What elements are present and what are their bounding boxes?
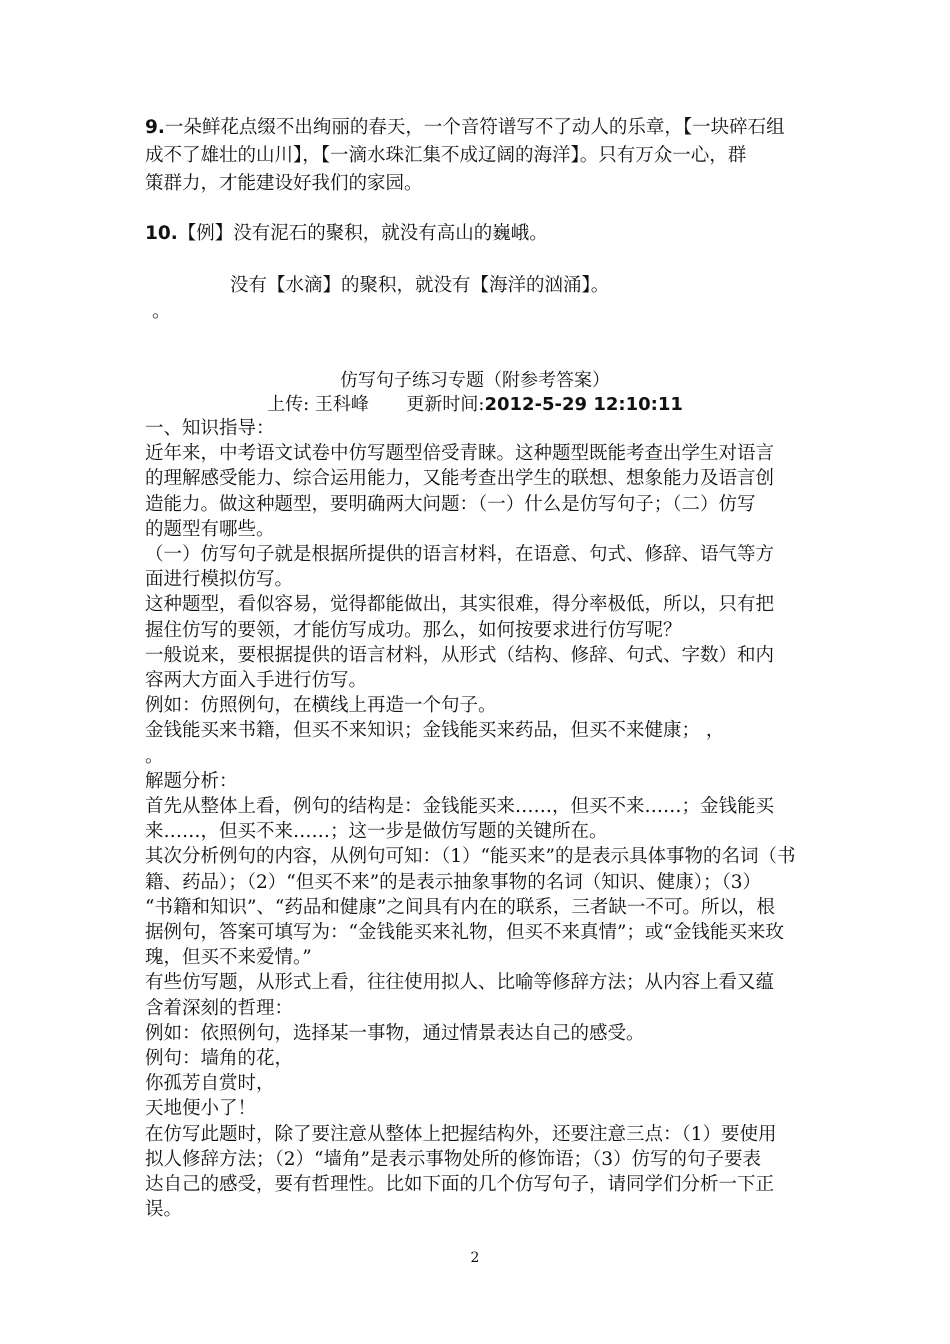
- body-line: 这种题型，看似容易，觉得都能做出，其实很难，得分率极低，所以，只有把: [145, 594, 775, 616]
- article-body: [145, 416, 815, 1223]
- body-line: 近年来，中考语文试卷中仿写题型倍受青睐。这种题型既能考查出学生对语言: [145, 443, 775, 465]
- body-line: 例句：墙角的花，: [145, 1048, 294, 1070]
- body-line: “书籍和知识”、“药品和健康”之间具有内在的联系，三者缺一不可。所以，根: [145, 896, 775, 918]
- question-9-line-2: 成不了雄壮的山川】，【一滴水珠汇集不成辽阔的海洋】。只有万众一心，群: [145, 145, 747, 166]
- body-line: 有些仿写题，从形式上看，往往使用拟人、比喻等修辞方法；从内容上看又蕴: [145, 972, 775, 994]
- question-10-dot: 。: [152, 301, 171, 322]
- body-line: 造能力。做这种题型，要明确两大问题：（一）什么是仿写句子；（二）仿写: [145, 493, 756, 515]
- body-line: 面进行模拟仿写。: [145, 569, 294, 591]
- body-line: 。: [145, 745, 164, 767]
- body-line: 达自己的感受，要有哲理性。比如下面的几个仿写句子，请同学们分析一下正: [145, 1174, 775, 1196]
- body-line: 在仿写此题时，除了要注意从整体上把握结构外，还要注意三点：（1）要使用: [145, 1123, 777, 1145]
- question-9-line-3: 策群力，才能建设好我们的家园。: [145, 173, 423, 194]
- question-9-line-1: 一朵鲜花点缀不出绚丽的春天，一个音符谱写不了动人的乐章，【一块碎石组: [164, 117, 785, 138]
- question-10-answer: 没有【水滴】的聚积，就没有【海洋的汹涌】。: [230, 275, 610, 296]
- body-line: 籍、药品）；（2）“但买不来”的是表示抽象事物的名词（知识、健康）；（3）: [145, 871, 761, 893]
- body-line: 的理解感受能力、综合运用能力，又能考查出学生的联想、想象能力及语言创: [145, 468, 775, 490]
- body-line: 来……，但买不来……；这一步是做仿写题的关键所在。: [145, 821, 608, 843]
- body-line: 你孤芳自赏时，: [145, 1073, 275, 1095]
- question-10-number: 10.: [145, 223, 178, 244]
- body-line: 容两大方面入手进行仿写。: [145, 670, 368, 692]
- update-label: 更新时间:: [406, 394, 485, 415]
- upload-label: 上传:: [267, 394, 310, 415]
- body-line: 拟人修辞方法；（2）“墙角”是表示事物处所的修饰语；（3）仿写的句子要表: [145, 1148, 761, 1170]
- question-10-example: 【例】没有泥石的聚积，就没有高山的巍峨。: [177, 223, 548, 244]
- body-line: 解题分析：: [145, 770, 238, 792]
- page-number: 2: [470, 1250, 480, 1266]
- body-line: 首先从整体上看，例句的结构是：金钱能买来……，但买不来……；金钱能买: [145, 796, 775, 818]
- uploader-name: 王科峰: [309, 394, 369, 415]
- body-line: 误。: [145, 1199, 183, 1221]
- article-meta: [0, 392, 950, 418]
- body-line: 天地便小了！: [145, 1098, 257, 1120]
- body-line: 例如：依照例句，选择某一事物，通过情景表达自己的感受。: [145, 1022, 645, 1044]
- question-10: [145, 220, 815, 248]
- body-line: 例如：仿照例句，在横线上再造一个句子。: [145, 695, 497, 717]
- body-line: 握住仿写的要领，才能仿写成功。那么，如何按要求进行仿写呢？: [145, 619, 682, 641]
- body-line: 金钱能买来书籍，但买不来知识；金钱能买来药品，但买不来健康； ，: [145, 720, 725, 742]
- body-line: 含着深刻的哲理：: [145, 997, 294, 1019]
- body-line: 一般说来，要根据提供的语言材料，从形式（结构、修辞、句式、字数）和内: [145, 644, 775, 666]
- body-line: 一、知识指导：: [145, 418, 275, 439]
- body-line: （一）仿写句子就是根据所提供的语言材料，在语意、句式、修辞、语气等方: [145, 544, 775, 566]
- article-title: 仿写句子练习专题（附参考答案）: [340, 370, 610, 391]
- body-line: 据例句，答案可填写为：“金钱能买来礼物，但买不来真情”；或“金钱能买来玫: [145, 922, 784, 944]
- body-line: 其次分析例句的内容，从例句可知：（1）“能买来”的是表示具体事物的名词（书: [145, 846, 796, 868]
- question-9: [145, 114, 815, 198]
- body-line: 瑰，但买不来爱情。”: [145, 947, 312, 969]
- question-9-number: 9.: [145, 117, 165, 138]
- update-time: 2012-5-29 12:10:11: [484, 394, 683, 415]
- body-line: 的题型有哪些。: [145, 518, 275, 540]
